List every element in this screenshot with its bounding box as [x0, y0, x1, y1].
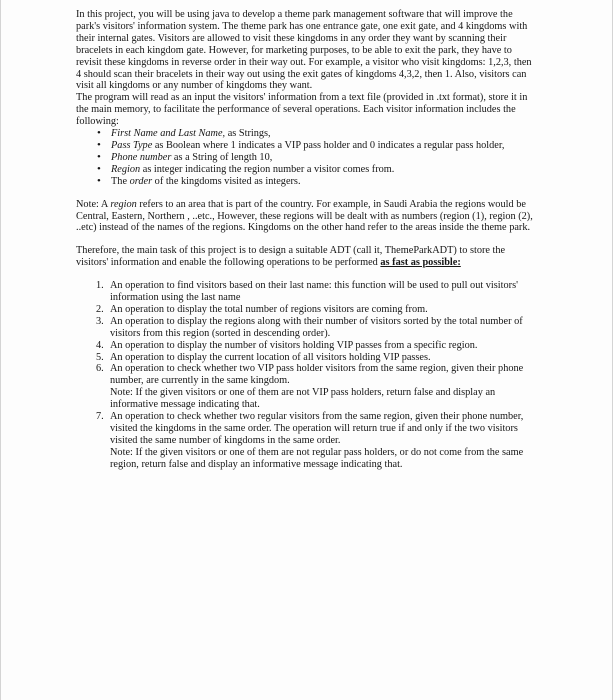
- item-text: An operation to check whether two regular visitors from the same region, given their phone number, visited the kingdoms in the same order. The operation will return true if and only if the two visitors visited the same number of kingdoms in the same order.: [110, 411, 524, 446]
- term: order: [129, 175, 153, 187]
- note-term: region: [110, 198, 137, 210]
- intro-paragraph-1: In this project, you will be using java to develop a theme park management software that will improve the park's visitors' information system. The theme park has one entrance gate, one exit gate, and 4 kingdoms with their internal gates. Visitors are allowed to visit these kingdoms in any order they want by scanning their bracelets in each kingdom gate. However, for marketing purposes, to be able to exit the park, they have to revisit these kingdoms in reverse order in their way out. For example, a visitor who visit kingdoms: 1,2,3, then 4 should scan their bracelets in their way out using the exit gates of kingdoms 4,3,2, then 1. Also, visitors can visit all kingdoms or any number of kingdoms they want.: [76, 9, 532, 92]
- item-number: 1.: [96, 280, 104, 292]
- list-item: [111, 152, 538, 164]
- document-body: [76, 9, 538, 471]
- note-text: refers to an area that is part of the country. For example, in Saudi Arabia the regions would be Central, Eastern, Northern , ..etc., However, these regions will be dealt with as numbers (region (1), region (2), ..etc) instead of the names of the regions. Kingdoms on the other hand refer to the areas inside the theme park.: [76, 198, 533, 234]
- item-text: as integer indicating the region number a visitor comes from.: [140, 163, 395, 175]
- task-text: Therefore, the main task of this project is to design a suitable ADT (call it, ThemeParkADT) to store the visitors' information and enable the following operations to be performed: [76, 245, 506, 269]
- item-text: as Boolean where 1 indicates a VIP pass holder and 0 indicates a regular pass holder,: [152, 139, 505, 151]
- term: First Name and Last Name,: [111, 128, 226, 140]
- item-note: Note: If the given visitors or one of them are not VIP pass holders, return false and display an informative message indicating that.: [110, 387, 496, 411]
- task-emphasis: as fast as possible:: [380, 257, 461, 269]
- item-text: An operation to display the number of visitors holding VIP passes from a specific region.: [110, 339, 478, 351]
- item-text: An operation to find visitors based on their last name: this function will be used to pull out visitors' information using the last name: [110, 280, 518, 304]
- term: Region: [111, 163, 141, 175]
- operations-list: [76, 280, 538, 471]
- list-item: [96, 315, 538, 340]
- term: Phone number: [111, 151, 172, 163]
- task-paragraph: [76, 245, 538, 269]
- item-text: of the kingdoms visited as integers.: [152, 175, 301, 187]
- region-note: [76, 199, 538, 235]
- visitor-info-list: [76, 128, 538, 188]
- item-number: 7.: [96, 411, 104, 423]
- item-prefix: The: [111, 175, 130, 187]
- list-item: [111, 128, 538, 140]
- term: Pass Type: [111, 139, 153, 151]
- intro-paragraph-2: The program will read as an input the visitors' information from a text file (provided in .txt format), store it in the main memory, to facilitate the performance of several operations. Each visitor information includes the following:: [76, 92, 528, 128]
- item-text: An operation to display the regions along with their number of visitors sorted by the total number of visitors from this region (sorted in descending order).: [110, 315, 523, 339]
- list-item: [96, 351, 538, 364]
- item-number: 4.: [96, 339, 104, 351]
- list-item: [96, 280, 538, 304]
- item-text: as Strings,: [225, 128, 271, 140]
- item-note: Note: If the given visitors or one of them are not regular pass holders, or do not come from the same region, return false and display an informative message indicating that.: [110, 446, 524, 470]
- list-item: [111, 164, 538, 176]
- list-item: [111, 176, 538, 188]
- list-item: [96, 363, 538, 411]
- list-item: [96, 303, 538, 316]
- item-text: as a String of length 10,: [171, 151, 273, 163]
- list-item: [111, 140, 538, 152]
- item-number: 3.: [96, 315, 104, 327]
- item-number: 6.: [96, 363, 104, 375]
- item-text: An operation to display the current location of all visitors holding VIP passes.: [110, 351, 431, 363]
- list-item: [96, 339, 538, 352]
- item-text: An operation to display the total number of regions visitors are coming from.: [110, 303, 428, 315]
- list-item: [96, 411, 538, 471]
- item-number: 2.: [96, 303, 104, 315]
- note-prefix: Note: A: [76, 198, 111, 210]
- item-number: 5.: [96, 351, 104, 363]
- item-text: An operation to check whether two VIP pass holder visitors from the same region, given their phone number, are currently in the same kingdom.: [110, 363, 524, 387]
